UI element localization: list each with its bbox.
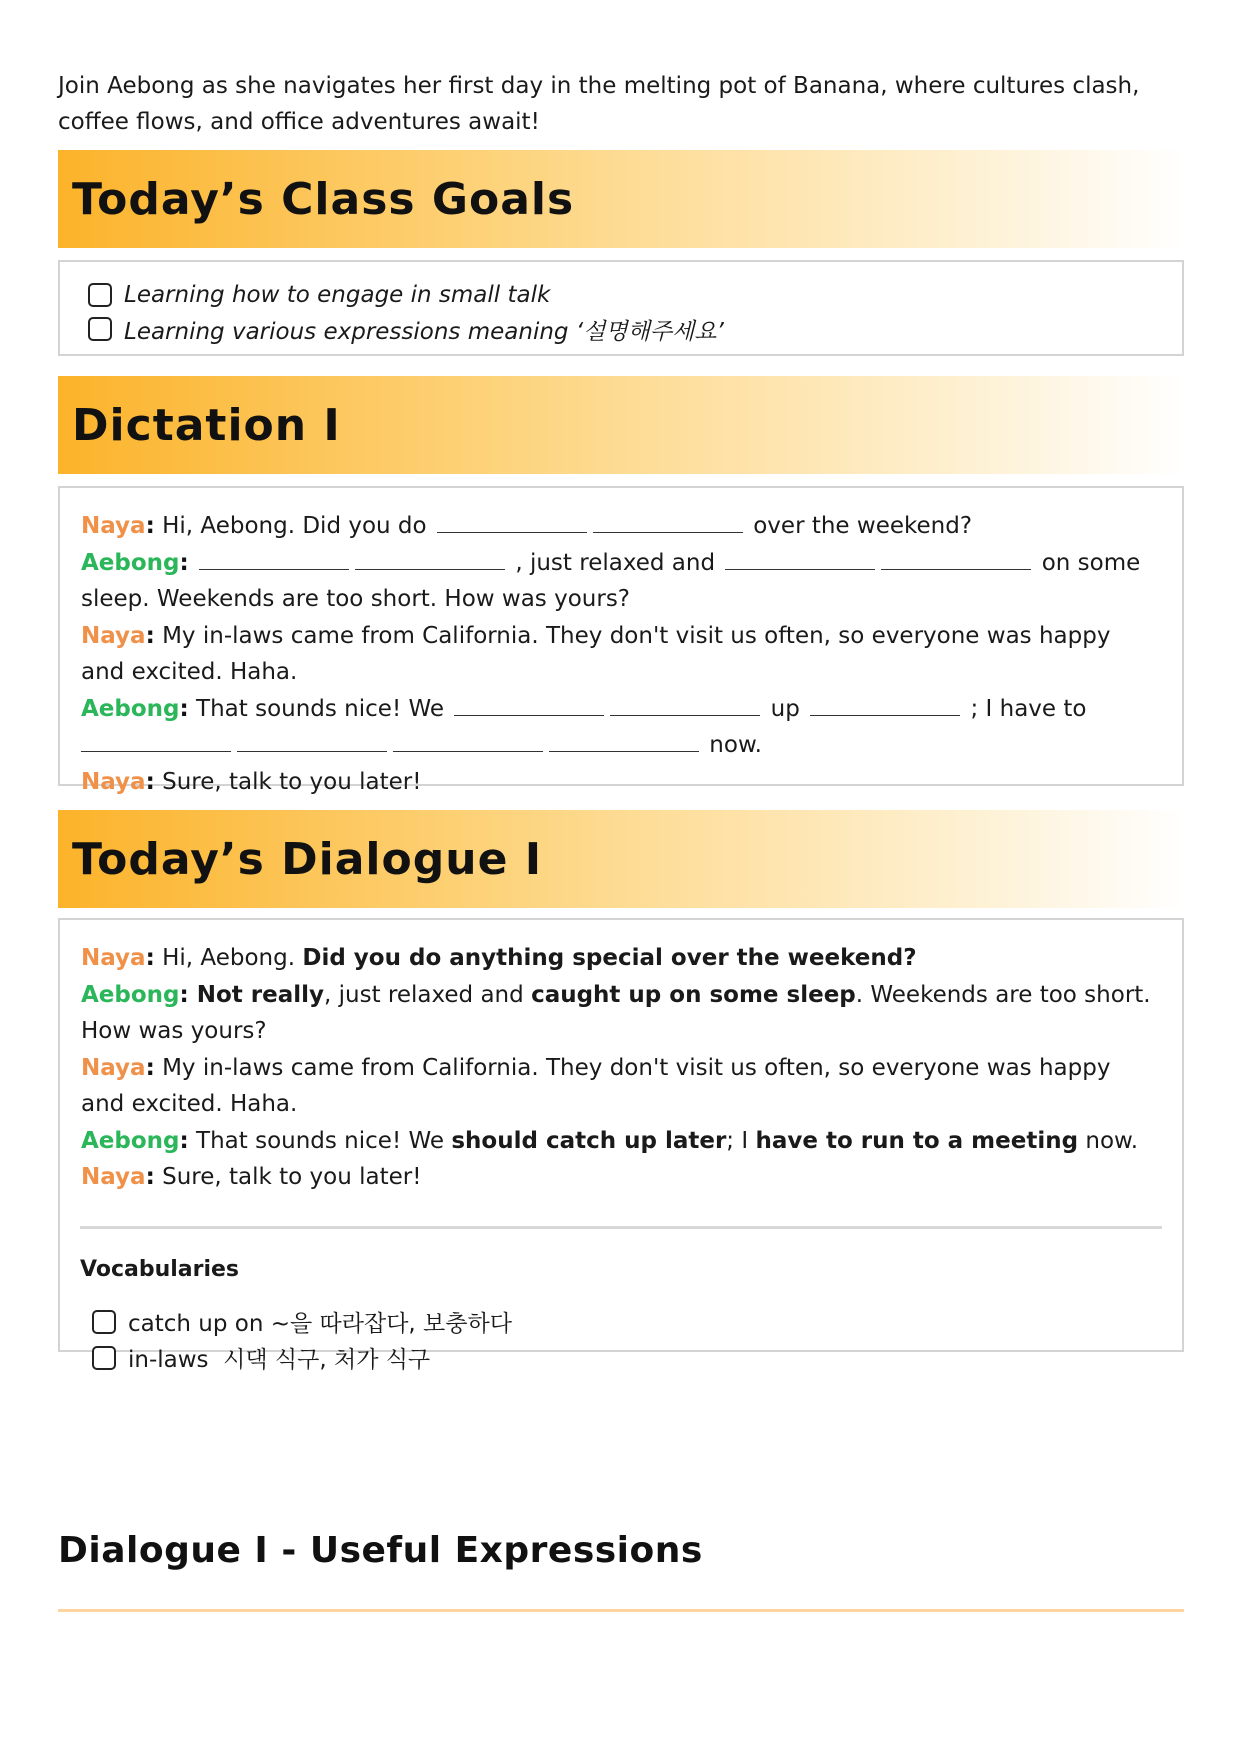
speaker-aebong: Aebong [81,549,180,576]
dialogue-line: Naya: Hi, Aebong. Did you do anything special over the weekend? [81,945,917,971]
intro-paragraph: Join Aebong as she navigates her first day in the melting pot of Banana, where cultures clash, coffee flows, and office adventures await! [58,73,1140,135]
checkbox-icon[interactable] [88,317,112,341]
dialogue-line: Aebong: , just relaxed and on some sleep. Weekends are too short. How was yours? [81,545,1151,618]
blank-line[interactable] [454,693,604,716]
checkbox-icon[interactable] [92,1310,116,1334]
speaker-naya: Naya [81,945,146,971]
blank-line[interactable] [881,547,1031,570]
goal-item[interactable] [88,278,1182,312]
blank-line[interactable] [810,693,960,716]
dialogue-title: Today’s Dialogue I [72,833,543,885]
goal-item[interactable] [88,312,1182,346]
speaker-naya: Naya [81,622,146,649]
speaker-aebong: Aebong [81,1127,180,1154]
speaker-naya: Naya [81,513,146,539]
blank-line[interactable] [393,729,543,752]
speaker-aebong: Aebong [81,695,180,722]
dialogue-line: Naya: Sure, talk to you later! [81,1164,422,1190]
dictation-banner [58,376,1184,474]
checkbox-icon[interactable] [92,1346,116,1370]
dictation-title: Dictation I [72,399,341,451]
vocab-text: in-laws 시댁 식구, 처가 식구 [128,1347,431,1373]
goals-box [58,260,1184,356]
dialogue-line: Aebong: That sounds nice! We should catch up later; I have to run to a meeting now. [81,1127,1139,1154]
dialogue-line: Naya: Sure, talk to you later! [81,768,422,795]
dialogue-line: Naya: My in-laws came from California. They don't visit us often, so everyone was happy and excited. Haha. [81,1054,1111,1117]
dialogue-box [58,918,1184,1373]
vocab-item[interactable] [92,1340,1182,1376]
vocab-item[interactable] [92,1304,1182,1340]
dialogue-line: Naya: My in-laws came from California. They don't visit us often, so everyone was happy and excited. Haha. [81,622,1111,685]
vocab-text: catch up on ~을 따라잡다, 보충하다 [128,1311,512,1337]
section-rule [58,1609,1184,1612]
dialogue-banner [58,810,1184,908]
dialogue-line: Aebong: That sounds nice! We up ; I have to now. [81,691,1151,764]
blank-line[interactable] [593,510,743,533]
speaker-naya: Naya [81,768,146,795]
goals-banner [58,150,1184,248]
speaker-naya: Naya [81,1164,146,1190]
blank-line[interactable] [199,547,349,570]
blank-line[interactable] [81,729,231,752]
blank-line[interactable] [610,693,760,716]
blank-line[interactable] [237,729,387,752]
speaker-naya: Naya [81,1054,146,1081]
blank-line[interactable] [437,510,587,533]
checkbox-icon[interactable] [88,283,112,307]
dictation-box [58,486,1184,795]
goal-text: Learning how to engage in small talk [124,282,551,308]
goal-text: Learning various expressions meaning ‘설명해주세요’ [124,318,724,345]
goals-title: Today’s Class Goals [72,173,575,225]
dialogue-line: Naya: Hi, Aebong. Did you do over the weekend? [81,508,1151,545]
useful-expressions-title: Dialogue I - Useful Expressions [58,1530,703,1571]
speaker-aebong: Aebong [81,981,180,1008]
dialogue-line: Aebong: Not really, just relaxed and caught up on some sleep. Weekends are too short. How was yours? [81,981,1151,1044]
blank-line[interactable] [549,729,699,752]
blank-line[interactable] [355,547,505,570]
blank-line[interactable] [725,547,875,570]
vocab-title: Vocabularies [80,1256,240,1282]
